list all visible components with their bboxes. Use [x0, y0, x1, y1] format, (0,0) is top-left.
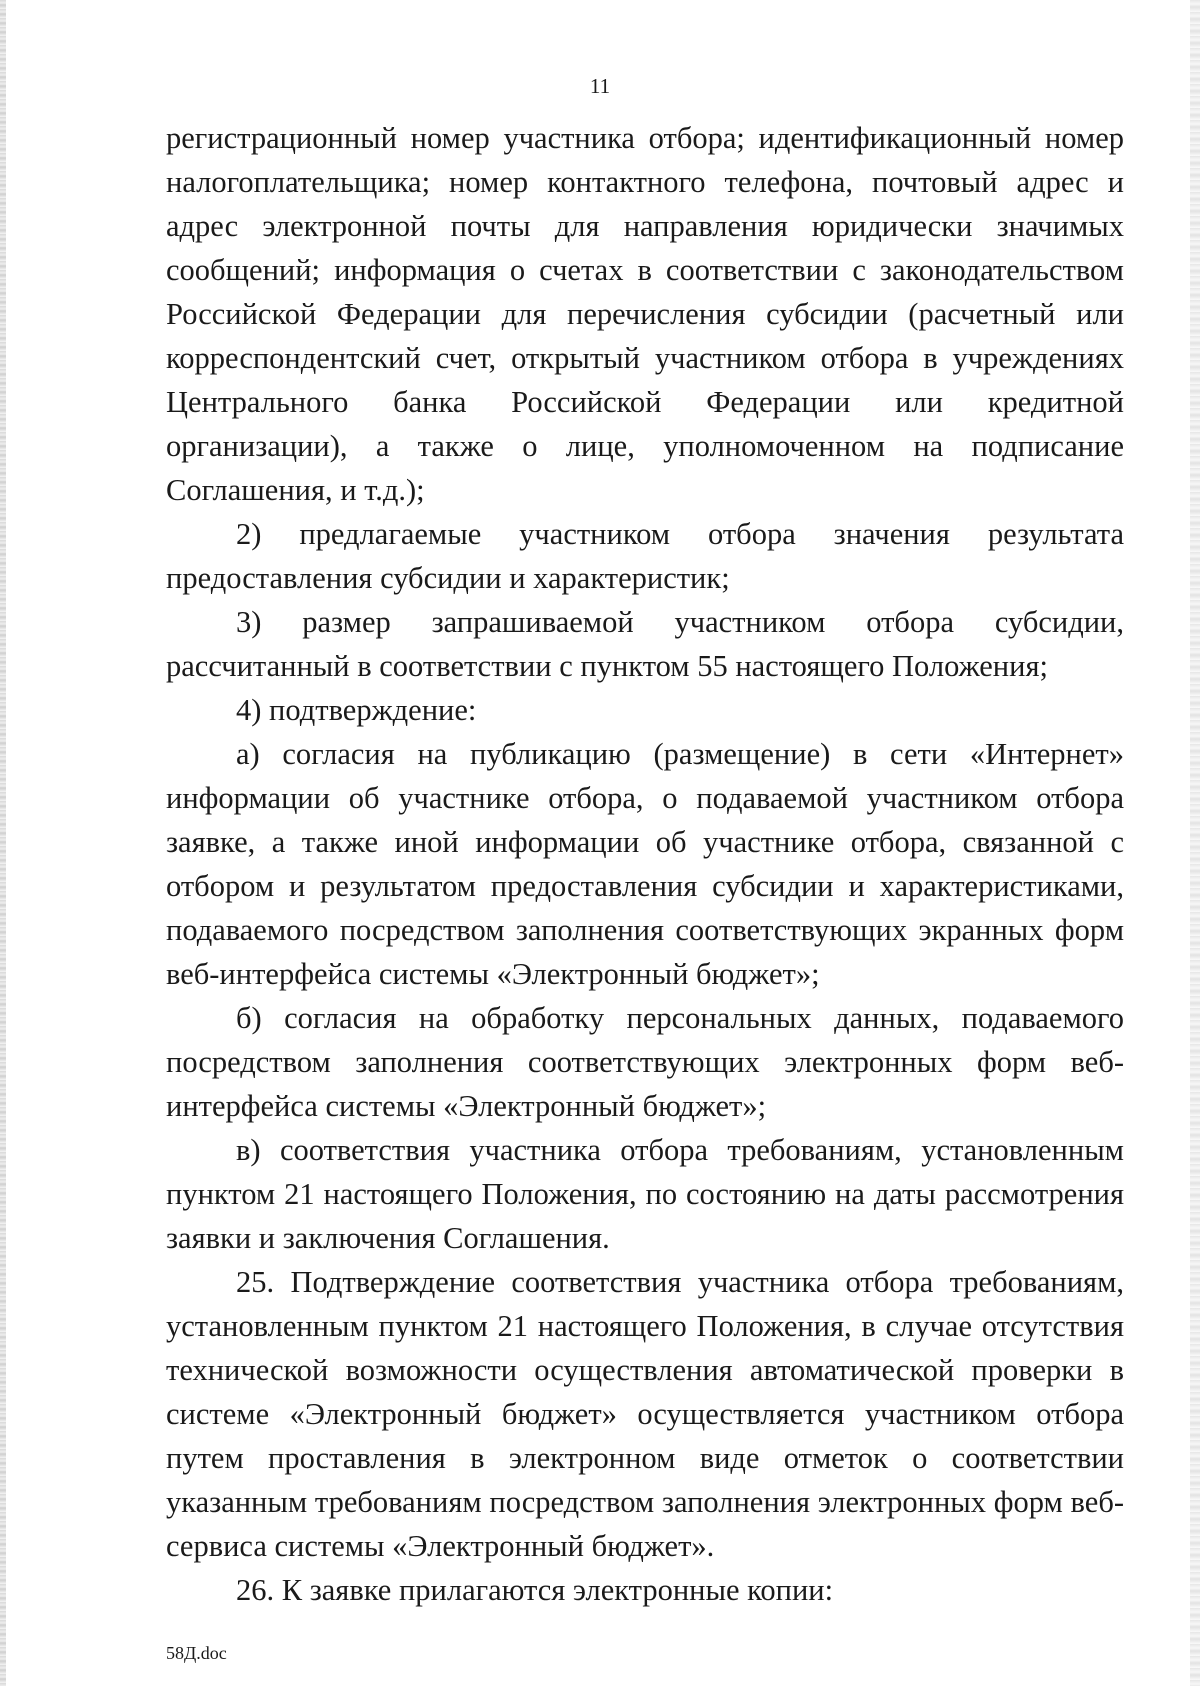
paragraph-item-3: 3) размер запрашиваемой участником отбора субсидии, рассчитанный в соответствии с пунктом 55 настоящего Положения;	[166, 605, 1124, 683]
footer-filename: 58Д.doc	[166, 1643, 227, 1663]
paragraph-item-4a: а) согласия на публикацию (размещение) в сети «Интернет» информации об участнике отбора, о подаваемой участником отбора заявке, а также иной информации об участнике отбора, связанной с отбором и результатом предоставления субсидии и характеристиками, подаваемого посредством заполнения соответствующих экранных форм веб-интерфейса системы «Электронный бюджет»;	[166, 737, 1124, 991]
scan-edge-left	[0, 0, 6, 1686]
paragraph-item-4v: в) соответствия участника отбора требованиям, установленным пунктом 21 настоящего Положения, по состоянию на даты рассмотрения заявки и заключения Соглашения.	[166, 1133, 1124, 1255]
paragraph-item-4: 4) подтверждение:	[236, 693, 477, 727]
scan-edge-right	[1190, 0, 1200, 1686]
paragraph-point-26: 26. К заявке прилагаются электронные копии:	[236, 1573, 834, 1607]
paragraph-point-25: 25. Подтверждение соответствия участника отбора требованиям, установленным пунктом 21 настоящего Положения, в случае отсутствия технической возможности осуществления автоматической проверки в системе «Электронный бюджет» осуществляется участником отбора путем проставления в электронном виде отметок о соответствии указанным требованиям посредством заполнения электронных форм веб-сервиса системы «Электронный бюджет».	[166, 1265, 1124, 1563]
paragraph-item-2: 2) предлагаемые участником отбора значения результата предоставления субсидии и характеристик;	[166, 517, 1124, 595]
paragraph-requisites: регистрационный номер участника отбора; идентификационный номер налогоплательщика; номер контактного телефона, почтовый адрес и адрес электронной почты для направления юридически значимых сообщений; информация о счетах в соответствии с законодательством Российской Федерации для перечисления субсидии (расчетный или корреспондентский счет, открытый участником отбора в учреждениях Центрального банка Российской Федерации или кредитной организации), а также о лице, уполномоченном на подписание Соглашения, и т.д.);	[166, 121, 1124, 507]
page-number: 11	[589, 74, 611, 98]
document-body	[166, 116, 1124, 1612]
paragraph-item-4b: б) согласия на обработку персональных данных, подаваемого посредством заполнения соответствующих электронных форм веб-интерфейса системы «Электронный бюджет»;	[166, 1001, 1124, 1123]
